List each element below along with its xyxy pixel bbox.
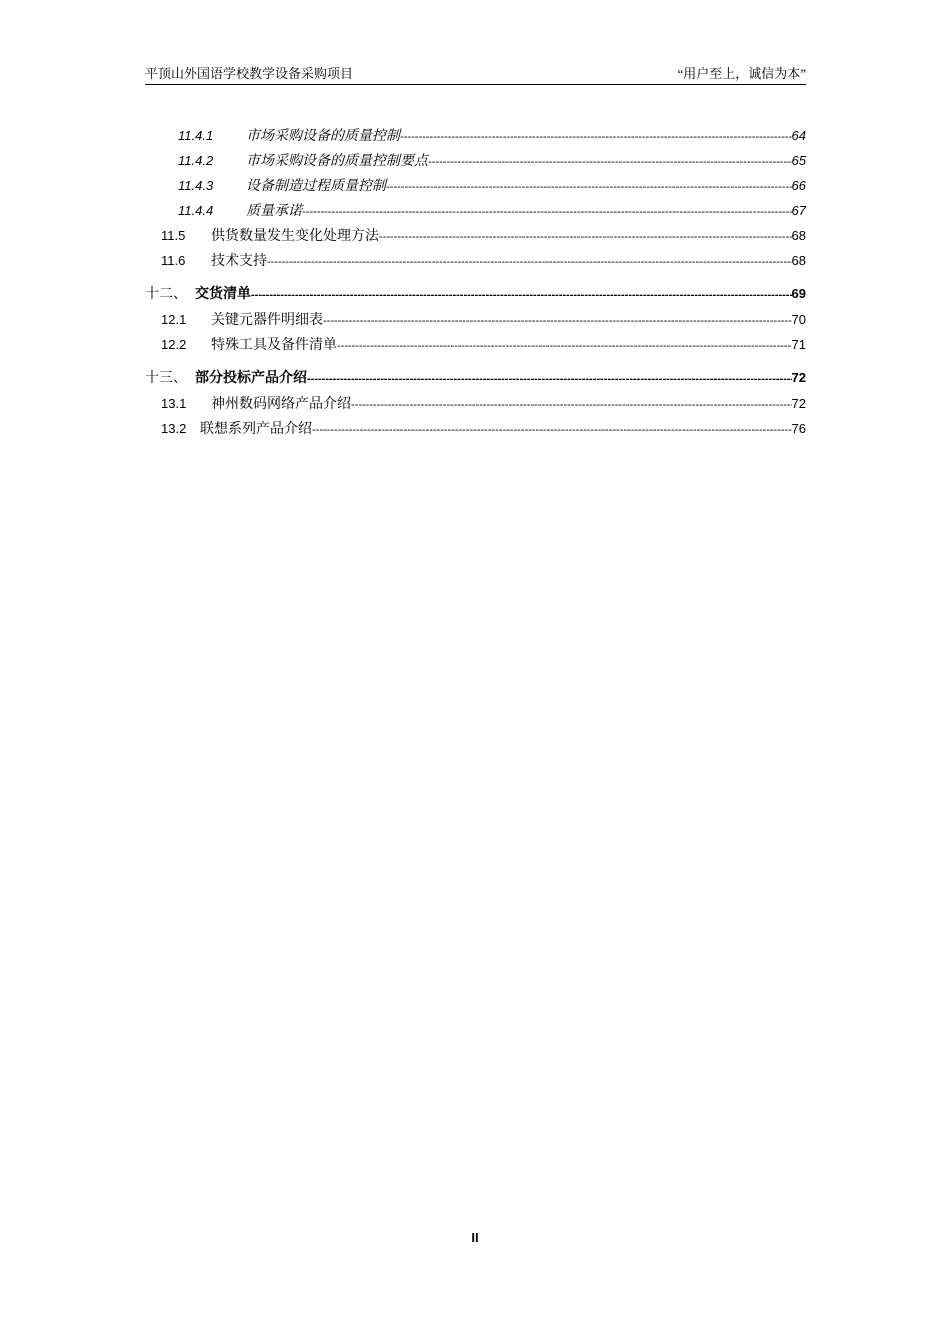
toc-leader-dashes (337, 336, 792, 356)
toc-entry-number: 11.4.4 (178, 203, 214, 218)
toc-chapter-title: 部分投标产品介绍 (195, 369, 307, 385)
toc-entry-number: 11.4.1 (178, 128, 214, 143)
toc-entry-number: 12.1 (161, 312, 187, 327)
toc-leader-dashes (312, 420, 792, 440)
toc-entry-11-4-1[interactable] (145, 126, 806, 151)
toc-entry-title: 技术支持 (211, 254, 267, 269)
toc-leader-dashes (400, 127, 792, 147)
toc-leader-dashes (379, 227, 792, 247)
toc-chapter-page: 72 (791, 370, 806, 385)
table-of-contents (145, 126, 806, 444)
toc-entry-page: 71 (791, 337, 806, 352)
toc-leader-dashes (267, 252, 792, 272)
toc-entry-page: 72 (791, 396, 806, 411)
toc-leader-dashes (307, 362, 792, 396)
toc-entry-number: 11.4.3 (178, 178, 214, 193)
toc-leader-dashes (323, 311, 792, 331)
toc-chapter-number: 十二、 (145, 287, 187, 302)
toc-leader-dashes (386, 177, 792, 197)
toc-entry-page: 65 (791, 153, 806, 168)
toc-entry-page: 70 (791, 312, 806, 327)
header-slogan: “用户至上，诚信为本” (677, 66, 806, 81)
toc-entry-13-2[interactable] (145, 419, 806, 444)
toc-leader-dashes (302, 202, 792, 222)
toc-entry-page: 68 (791, 228, 806, 243)
toc-chapter-number: 十三、 (145, 371, 187, 386)
toc-entry-title: 质量承诺 (246, 204, 302, 219)
toc-entry-number: 13.1 (161, 396, 187, 411)
toc-leader-dashes (351, 395, 792, 415)
toc-entry-number: 11.4.2 (178, 153, 214, 168)
toc-entry-number: 11.5 (161, 228, 186, 243)
toc-entry-page: 68 (791, 253, 806, 268)
toc-entry-page: 66 (791, 178, 806, 193)
toc-entry-title: 联想系列产品介绍 (200, 422, 312, 437)
toc-leader-dashes (428, 152, 792, 172)
toc-entry-title: 神州数码网络产品介绍 (211, 397, 351, 412)
toc-entry-page: 67 (791, 203, 806, 218)
header-project-title: 平顶山外国语学校教学设备采购项目 (145, 66, 354, 81)
toc-entry-title: 市场采购设备的质量控制 (246, 129, 400, 144)
toc-entry-number: 11.6 (161, 253, 186, 268)
toc-entry-13-1[interactable] (145, 394, 806, 419)
page-header (145, 64, 806, 85)
toc-chapter-13[interactable] (145, 360, 806, 394)
toc-entry-11-5[interactable] (145, 226, 806, 251)
toc-entry-12-2[interactable] (145, 335, 806, 360)
toc-entry-title: 关键元器件明细表 (211, 313, 323, 328)
toc-entry-11-4-3[interactable] (145, 176, 806, 201)
toc-entry-11-4-4[interactable] (145, 201, 806, 226)
toc-entry-title: 设备制造过程质量控制 (246, 179, 386, 194)
toc-entry-title: 供货数量发生变化处理方法 (211, 229, 379, 244)
toc-entry-page: 76 (791, 421, 806, 436)
toc-entry-12-1[interactable] (145, 310, 806, 335)
toc-entry-title: 市场采购设备的质量控制要点 (246, 154, 428, 169)
page-number: II (471, 1230, 479, 1245)
toc-chapter-page: 69 (791, 286, 806, 301)
toc-entry-11-4-2[interactable] (145, 151, 806, 176)
toc-chapter-title: 交货清单 (195, 285, 251, 301)
toc-entry-number: 13.2 (161, 421, 187, 436)
toc-entry-number: 12.2 (161, 337, 187, 352)
toc-leader-dashes (251, 278, 792, 312)
toc-chapter-12[interactable] (145, 276, 806, 310)
toc-entry-page: 64 (791, 128, 806, 143)
toc-entry-11-6[interactable] (145, 251, 806, 276)
toc-entry-title: 特殊工具及备件清单 (211, 338, 337, 353)
